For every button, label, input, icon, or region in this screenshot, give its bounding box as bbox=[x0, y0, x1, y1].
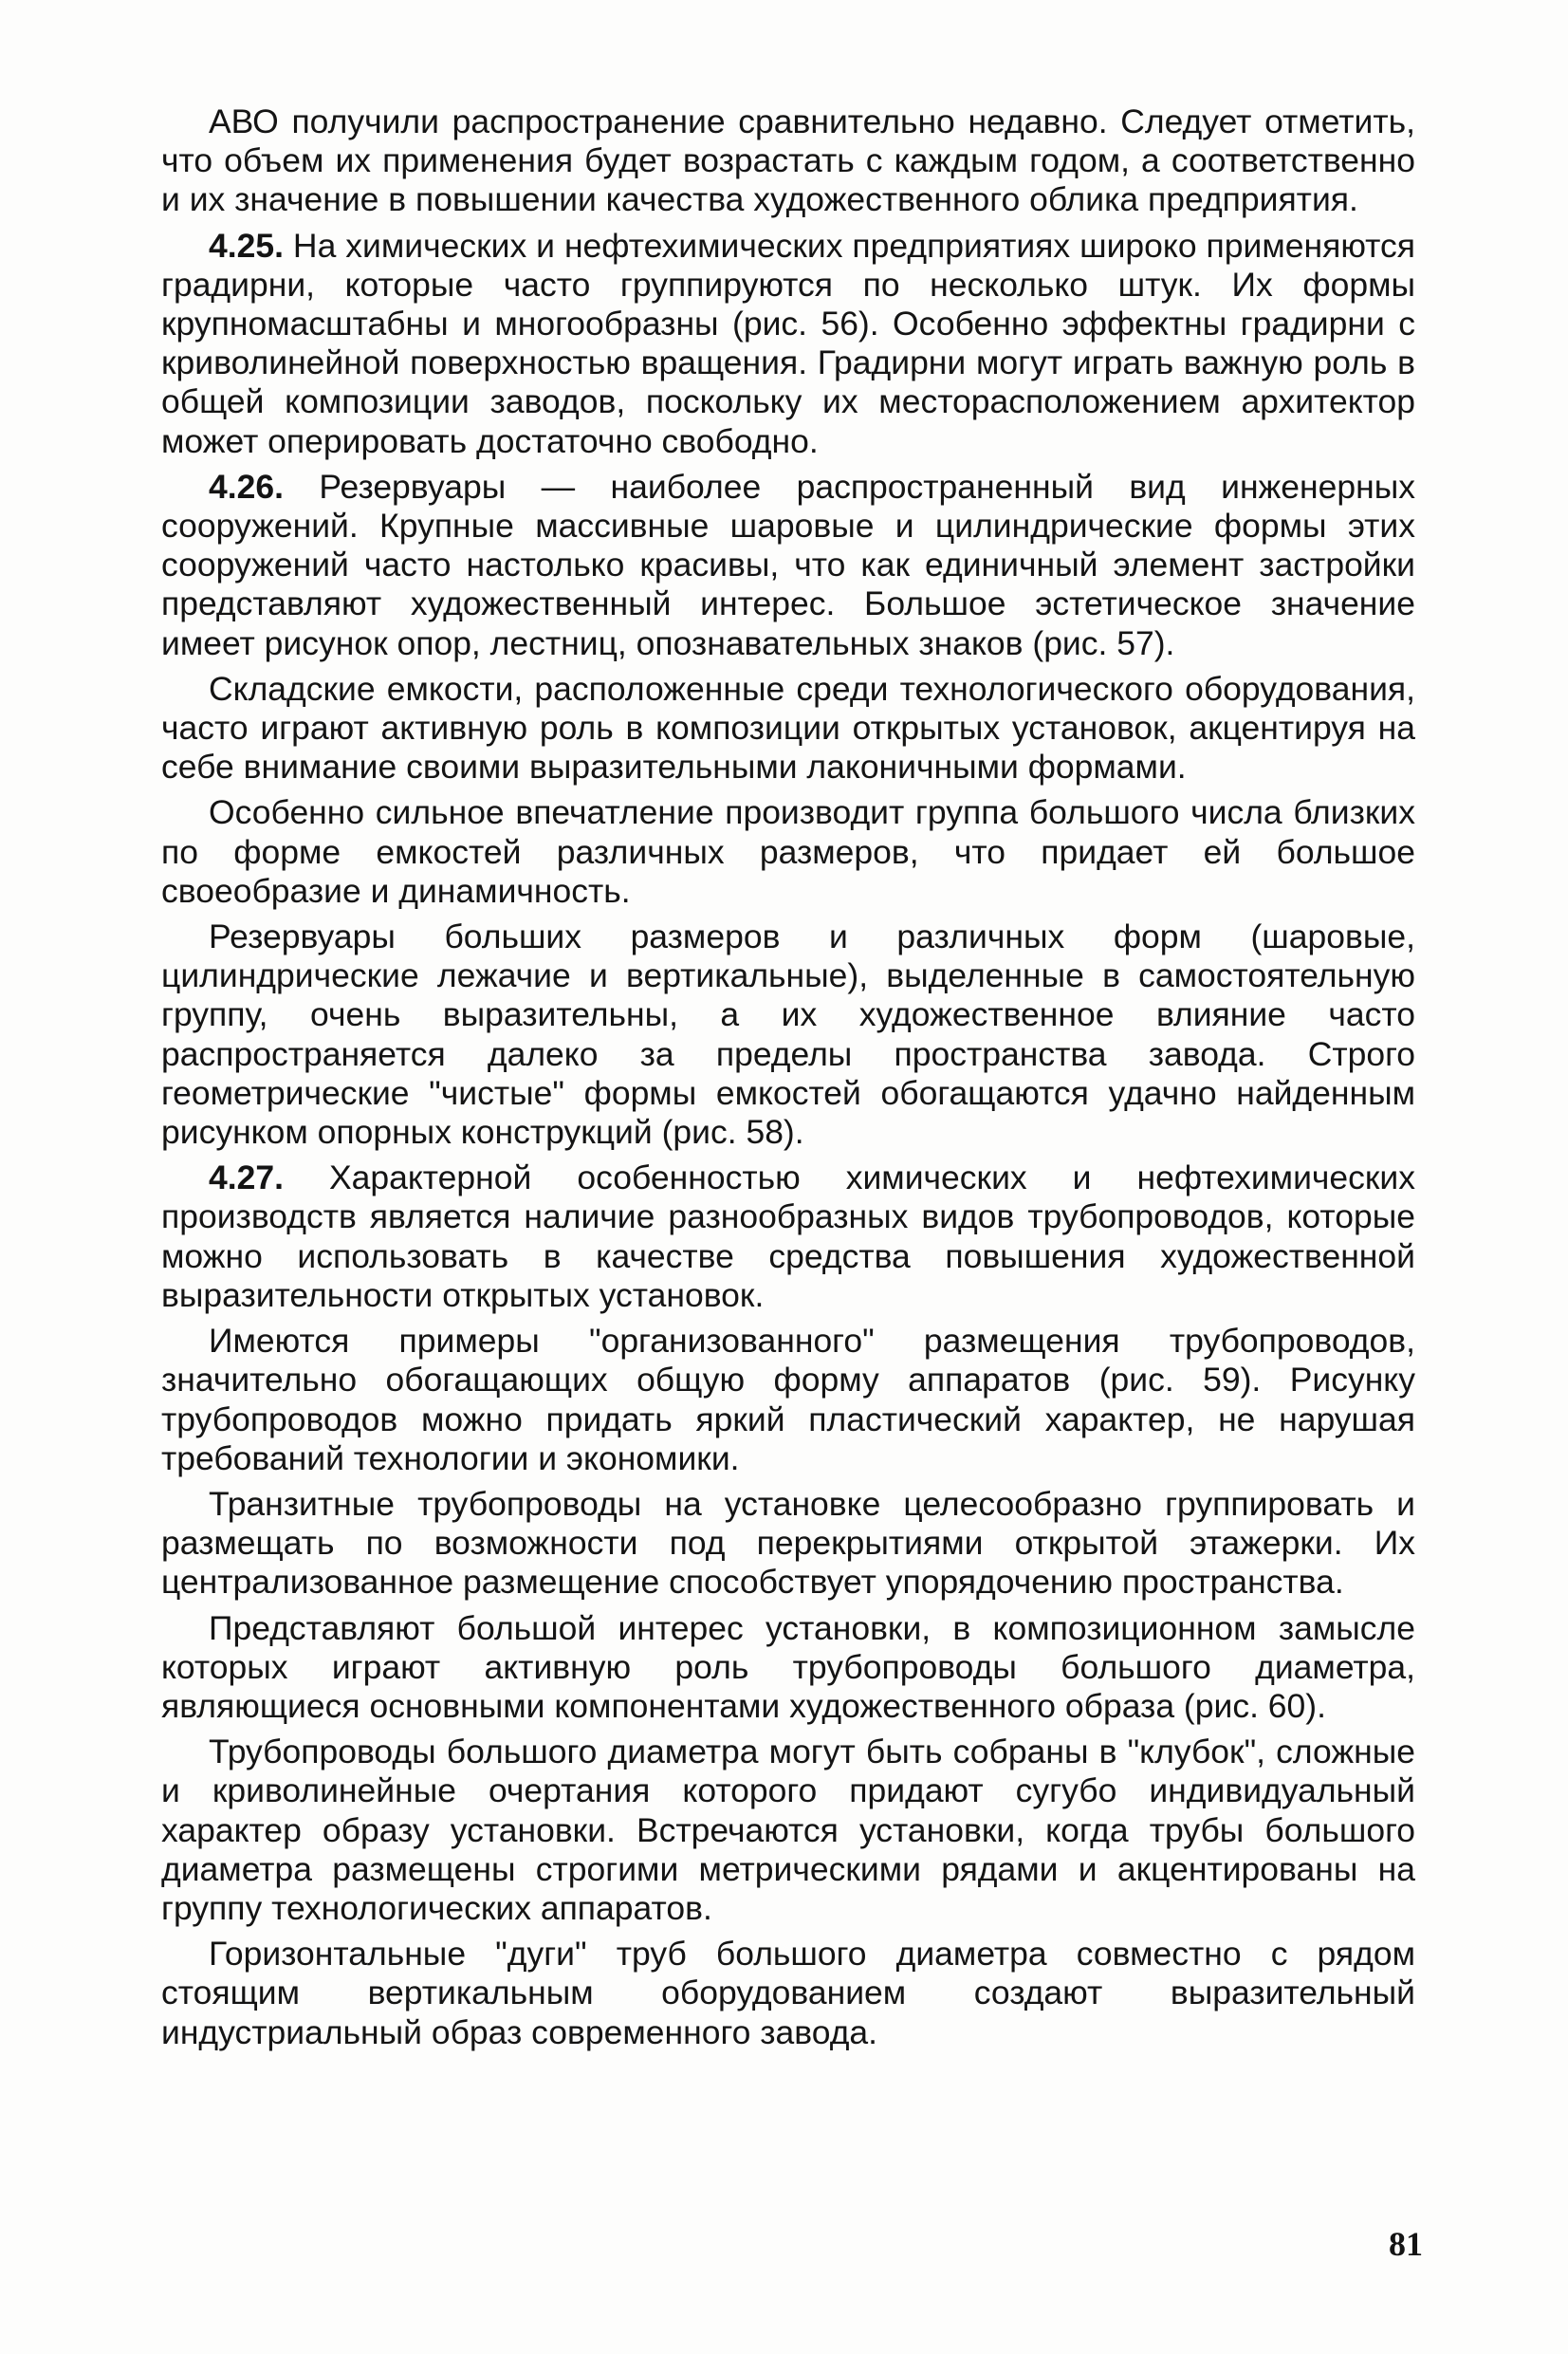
paragraph-text: Характерной особенностью химических и нефтехимических производств является наличие разнообразных видов трубопроводов, которые можно использовать в качестве средства повышения художественной выразительности открытых установок. bbox=[161, 1158, 1415, 1314]
paragraph-text: Представляют большой интерес установки, в композиционном замысле которых играют активную роль трубопроводы большого диаметра, являющиеся основными компонентами художественного образа (рис. 60). bbox=[161, 1608, 1415, 1725]
paragraph bbox=[161, 1158, 1415, 1315]
paragraph-text: Горизонтальные "дуги" труб большого диаметра совместно с рядом стоящим вертикальным оборудованием создают выразительный индустриальный образ современного завода. bbox=[161, 1935, 1415, 2051]
section-number: 4.27. bbox=[209, 1158, 284, 1197]
page-body bbox=[161, 102, 1415, 2059]
paragraph bbox=[161, 670, 1415, 788]
paragraph-text: Резервуары — наиболее распространенный вид инженерных сооружений. Крупные массивные шаровые и цилиндрические формы этих сооружений часто настолько красивы, что как единичный элемент застройки представляют художественный интерес. Большое эстетическое значение имеет рисунок опор, лестниц, опознавательных знаков (рис. 57). bbox=[161, 467, 1415, 662]
paragraph bbox=[161, 1485, 1415, 1603]
paragraph bbox=[161, 918, 1415, 1152]
paragraph bbox=[161, 102, 1415, 220]
section-number: 4.26. bbox=[209, 467, 284, 506]
paragraph bbox=[161, 227, 1415, 461]
paragraph bbox=[161, 1609, 1415, 1727]
paragraph-text: Транзитные трубопроводы на установке целесообразно группировать и размещать по возможности под перекрытиями открытой этажерки. Их централизованное размещение способствует упорядочению пространства. bbox=[161, 1484, 1415, 1602]
paragraph-text: Резервуары больших размеров и различных форм (шаровые, цилиндрические лежачие и вертикальные), выделенные в самостоятельную группу, очень выразительны, а их художественное влияние часто распространяется далеко за пределы пространства завода. Строго геометрические "чистые" формы емкостей обогащаются удачно найденным рисунком опорных конструкций (рис. 58). bbox=[161, 918, 1415, 1152]
paragraph-text: Имеются примеры "организованного" размещения трубопроводов, значительно обогащающих общую форму аппаратов (рис. 59). Рисунку трубопроводов можно придать яркий пластический характер, не нарушая требований технологии и экономики. bbox=[161, 1322, 1415, 1477]
page-number: 81 bbox=[1389, 2225, 1423, 2263]
paragraph bbox=[161, 1322, 1415, 1478]
paragraph-text: АВО получили распространение сравнительно недавно. Следует отметить, что объем их применения будет возрастать с каждым годом, а соответственно и их значение в повышении качества художественного облика предприятия. bbox=[161, 102, 1415, 219]
paragraph bbox=[161, 1733, 1415, 1928]
paragraph bbox=[161, 468, 1415, 663]
paragraph-text: Особенно сильное впечатление производит группа большого числа близких по форме емкостей различных размеров, что придает ей большое своеобразие и динамичность. bbox=[161, 793, 1415, 910]
paragraph-text: Складские емкости, расположенные среди технологического оборудования, часто играют активную роль в композиции открытых установок, акцентируя на себе внимание своими выразительными лаконичными формами. bbox=[161, 669, 1415, 787]
paragraph-text: Трубопроводы большого диаметра могут быть собраны в "клубок", сложные и криволинейные очертания которого придают сугубо индивидуальный характер образу установки. Встречаются установки, когда трубы большого диаметра размещены строгими метрическими рядами и акцентированы на группу технологических аппаратов. bbox=[161, 1733, 1415, 1927]
paragraph bbox=[161, 1935, 1415, 2052]
section-number: 4.25. bbox=[209, 226, 284, 265]
paragraph-text: На химических и нефтехимических предприятиях широко применяются градирни, которые часто группируются по несколько штук. Их формы крупномасштабны и многообразны (рис. 56). Особенно эффектны градирни с криволинейной поверхностью вращения. Градирни могут играть важную роль в общей композиции заводов, поскольку их месторасположением архитектор может оперировать достаточно свободно. bbox=[161, 226, 1415, 460]
paragraph bbox=[161, 793, 1415, 911]
